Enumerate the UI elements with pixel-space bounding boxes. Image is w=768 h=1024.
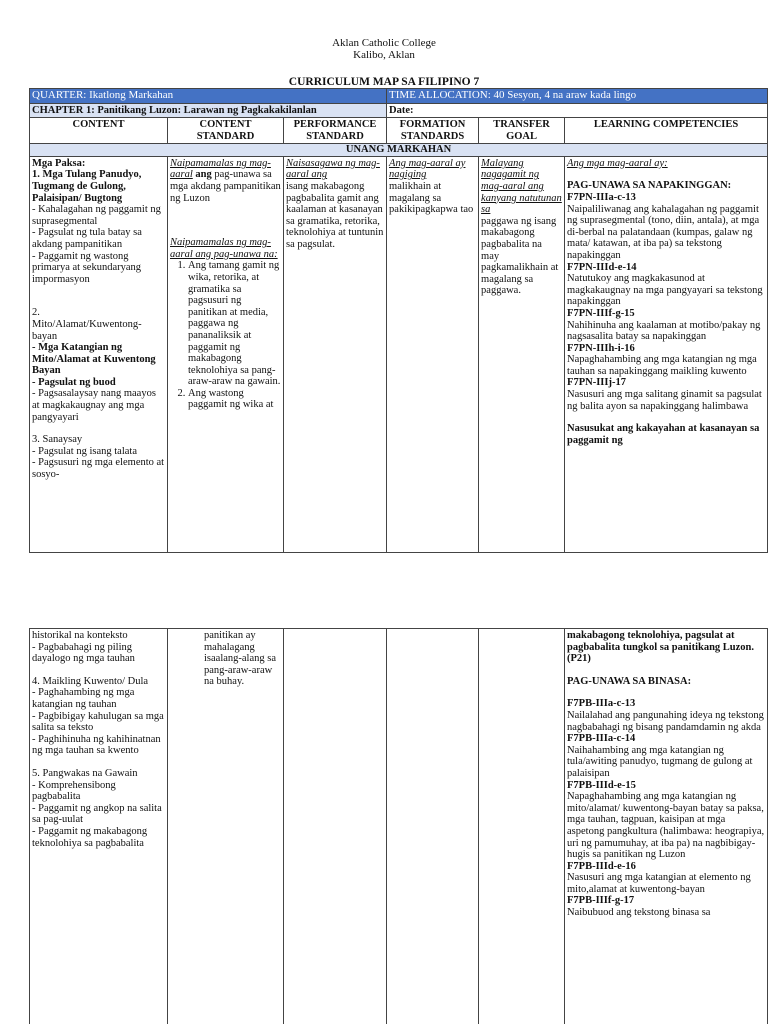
competency-code: F7PB-IIId-e-15 bbox=[567, 779, 636, 791]
learning-competencies-cell bbox=[565, 156, 768, 552]
learning-competencies-cell bbox=[565, 629, 768, 1024]
content-standard-lead: Naipamamalas ng mag-aaral bbox=[170, 157, 271, 181]
formation-standards-cell bbox=[387, 156, 479, 552]
competency-text: Naibubuod ang tekstong binasa sa bbox=[567, 907, 711, 919]
formation-standards-lead: Ang mag-aaral ay nagiging bbox=[389, 157, 466, 181]
formation-standards-cell bbox=[387, 629, 479, 1024]
competency-code: F7PB-IIIa-c-14 bbox=[567, 733, 636, 745]
transfer-goal-text: paggawa ng isang makabagong pagbabalita na may pagkamalikhain at magalang sa paggawa. bbox=[481, 215, 559, 297]
content-line: - Mga Katangian ng Mito/Alamat at Kuwentong Bayan bbox=[32, 342, 156, 377]
content-line: - Paggamit ng makabagong teknolohiya sa pagbabalita bbox=[32, 825, 148, 849]
competency-text: Nahihinuha ang kaalaman at motibo/pakay ng nagsasalita batay sa napakinggan bbox=[567, 319, 761, 343]
competency-text: Nailalahad ang pangunahing ideya ng tekstong nagbabahagi ng bisang pandamdamin ng akda bbox=[567, 709, 764, 733]
performance-standard-lead: Naisasagawa ng mag-aaral ang bbox=[286, 157, 380, 181]
competency-text: Napaghahambing ang mga katangian ng mga tauhan sa napakinggang maikling kuwento bbox=[567, 354, 757, 377]
content-line: 4. Maikling Kuwento/ Dula bbox=[32, 675, 149, 687]
document-page-2 bbox=[0, 628, 768, 1024]
content-standard-cell bbox=[168, 629, 284, 1024]
col-header-transfer-goal: TRANSFER GOAL bbox=[479, 118, 565, 144]
content-line: - Paghahambing ng mga katangian ng tauhan bbox=[32, 687, 135, 710]
date-cell: Date: bbox=[387, 103, 768, 118]
competency-code: F7PB-IIIa-c-13 bbox=[567, 698, 636, 710]
chapter-cell: CHAPTER 1: Panitikang Luzon: Larawan ng Pagkakakilanlan bbox=[30, 103, 387, 118]
content-standard-text: pag-unawa sa mga akdang pampanitikan ng Luzon bbox=[170, 169, 281, 204]
content-line: - Paggamit ng wastong primarya at sekundaryang impormasyon bbox=[32, 250, 142, 285]
col-header-content: CONTENT bbox=[30, 118, 168, 144]
content-line: - Kahalagahan ng paggamit ng suprasegmental bbox=[32, 204, 161, 227]
col-header-learning-competencies: LEARNING COMPETENCIES bbox=[565, 118, 768, 144]
content-line: Mga Paksa: bbox=[32, 157, 86, 169]
learning-heading: PAG-UNAWA SA NAPAKINGGAN: bbox=[567, 180, 732, 192]
competency-text: Napaghahambing ang mga katangian ng mito/alamat/ kuwentong-bayan batay sa paksa, mga tauhan, tagpuan, kaisipan at mga aspetong pangkultura (halimbawa: heograpiya, uri ng pamumuhay, at iba pa) na nagbibigay-hugis sa panitikan ng Luzon bbox=[567, 791, 765, 861]
content-line: - Pagbabahagi ng piling dayalogo ng mga tauhan bbox=[32, 641, 135, 665]
competency-text: Nasusuri ang mga salitang ginamit sa pagsulat ng balita ayon sa napakinggang halimbawa bbox=[567, 389, 762, 412]
content-line: - Pagsulat ng buod bbox=[32, 376, 116, 388]
competency-text: Nasusuri ang mga katangian at elemento ng mito,alamat at kuwentong-bayan bbox=[567, 872, 751, 895]
transfer-goal-cell bbox=[479, 629, 565, 1024]
competency-code: F7PN-IIIh-i-16 bbox=[567, 342, 635, 354]
quarter-cell: QUARTER: Ikatlong Markahan bbox=[30, 89, 387, 104]
transfer-goal-lead: Malayang nagagamit ng mag-aaral ang kanyang natutunan sa bbox=[481, 157, 562, 216]
document-title: CURRICULUM MAP SA FILIPINO 7 bbox=[288, 76, 480, 88]
content-standard-text: panitikan ay mahalagang isaalang-alang sa pang-araw-araw na buhay. bbox=[204, 630, 277, 688]
content-line: 1. Mga Tulang Panudyo, Tugmang de Gulong, Palaisipan/ Bugtong bbox=[32, 169, 142, 204]
content-line: 5. Pangwakas na Gawain bbox=[32, 767, 138, 779]
content-line: - Komprehensibong pagbabalita bbox=[32, 779, 116, 803]
performance-standard-text: isang makabagong pagbabalita gamit ang kaalaman at kasanayan sa gramatika, retorika, teknolohiya at tuntunin sa pagsulat. bbox=[286, 180, 384, 250]
competency-text: Natutukoy ang magkakasunod at magkakaugnay na mga pangyayari sa tekstong napakinggan bbox=[567, 273, 763, 308]
competency-code: F7PB-IIIf-g-17 bbox=[567, 895, 635, 907]
content-line: - Paghihinuha ng kahihinatnan ng mga tauhan sa kwento bbox=[32, 733, 161, 757]
content-standard-item: 1. Ang tamang gamit ng wika, retorika, at gramatika sa pagsusuri ng panitikan at media, paggawa ng pananaliksik at paggamit ng makabagong teknolohiya sa pang-araw-araw na gawain. bbox=[188, 260, 281, 388]
competency-code: F7PN-IIId-e-14 bbox=[567, 261, 637, 273]
content-line: - Pagbibigay kahulugan sa mga salita sa teksto bbox=[32, 710, 164, 734]
competency-code: F7PN-IIIj-17 bbox=[567, 377, 626, 389]
content-cell bbox=[30, 629, 168, 1024]
content-line: - Pagsulat ng isang talata bbox=[32, 445, 137, 457]
col-header-performance-standard: PERFORMANCE STANDARD bbox=[284, 118, 387, 144]
content-standard-lead-2: Naipamamalas ng mag-aaral ang pag-unawa na: bbox=[170, 237, 278, 260]
performance-standard-cell bbox=[284, 156, 387, 552]
school-name: Aklan Catholic College bbox=[332, 37, 436, 49]
competency-text: Naihahambing ang mga katangian ng tula/awiting panudyo, tugmang de gulong at palaisipan bbox=[567, 744, 753, 779]
performance-standard-cell bbox=[284, 629, 387, 1024]
learning-bold-text: Nasusukat ang kakayahan at kasanayan sa paggamit ng bbox=[567, 423, 760, 446]
competency-code: F7PN-IIIa-c-13 bbox=[567, 191, 636, 203]
content-line: - Pagsulat ng tula batay sa akdang pampanitikan bbox=[32, 227, 142, 250]
content-cell bbox=[30, 156, 168, 552]
competency-code: F7PN-IIIf-g-15 bbox=[567, 307, 635, 319]
col-header-content-standard: CONTENT STANDARD bbox=[168, 118, 284, 144]
time-allocation-cell: TIME ALLOCATION: 40 Sesyon, 4 na araw kada lingo bbox=[387, 89, 768, 104]
section-row: UNANG MARKAHAN bbox=[30, 144, 768, 157]
content-standard-ang: ang bbox=[195, 169, 212, 181]
content-standard-cell bbox=[168, 156, 284, 552]
formation-standards-text: malikhain at magalang sa pakikipagkapwa tao bbox=[389, 180, 474, 216]
content-line: - Pagsusuri ng mga elemento at sosyo- bbox=[32, 457, 165, 481]
content-line: 3. Sanaysay bbox=[32, 434, 83, 446]
competency-code: F7PB-IIId-e-16 bbox=[567, 860, 636, 872]
curriculum-table-page-1 bbox=[29, 88, 768, 553]
learning-heading: PAG-UNAWA SA BINASA: bbox=[567, 675, 692, 687]
transfer-goal-cell bbox=[479, 156, 565, 552]
content-line: - Pagsasalaysay nang maayos at magkakaugnay ang mga pangyayari bbox=[32, 388, 156, 423]
learning-lead: Ang mga mag-aaral ay: bbox=[567, 157, 668, 169]
content-line: - Paggamit ng angkop na salita sa pag-uulat bbox=[32, 802, 162, 826]
content-line: Mito/Alamat/Kuwentong-bayan bbox=[32, 318, 142, 342]
col-header-formation-standards: FORMATION STANDARDS bbox=[387, 118, 479, 144]
learning-bold-text: makabagong teknolohiya, pagsulat at pagbabalita tungkol sa panitikang Luzon. (P21) bbox=[567, 630, 755, 665]
curriculum-table-page-2 bbox=[29, 628, 768, 1024]
content-line: 2. bbox=[32, 307, 40, 319]
content-standard-item: 2. Ang wastong paggamit ng wika at bbox=[188, 388, 281, 411]
content-line: historikal na konteksto bbox=[32, 630, 128, 641]
competency-text: Naipaliliwanag ang kahalagahan ng paggamit ng suprasegmental (tono, diin, antala), at mga di-berbal na palatandaan (kumpas, galaw ng mata/ katawan, at iba pa) sa tekstong napakinggan bbox=[567, 203, 760, 261]
school-location: Kalibo, Aklan bbox=[353, 49, 415, 61]
